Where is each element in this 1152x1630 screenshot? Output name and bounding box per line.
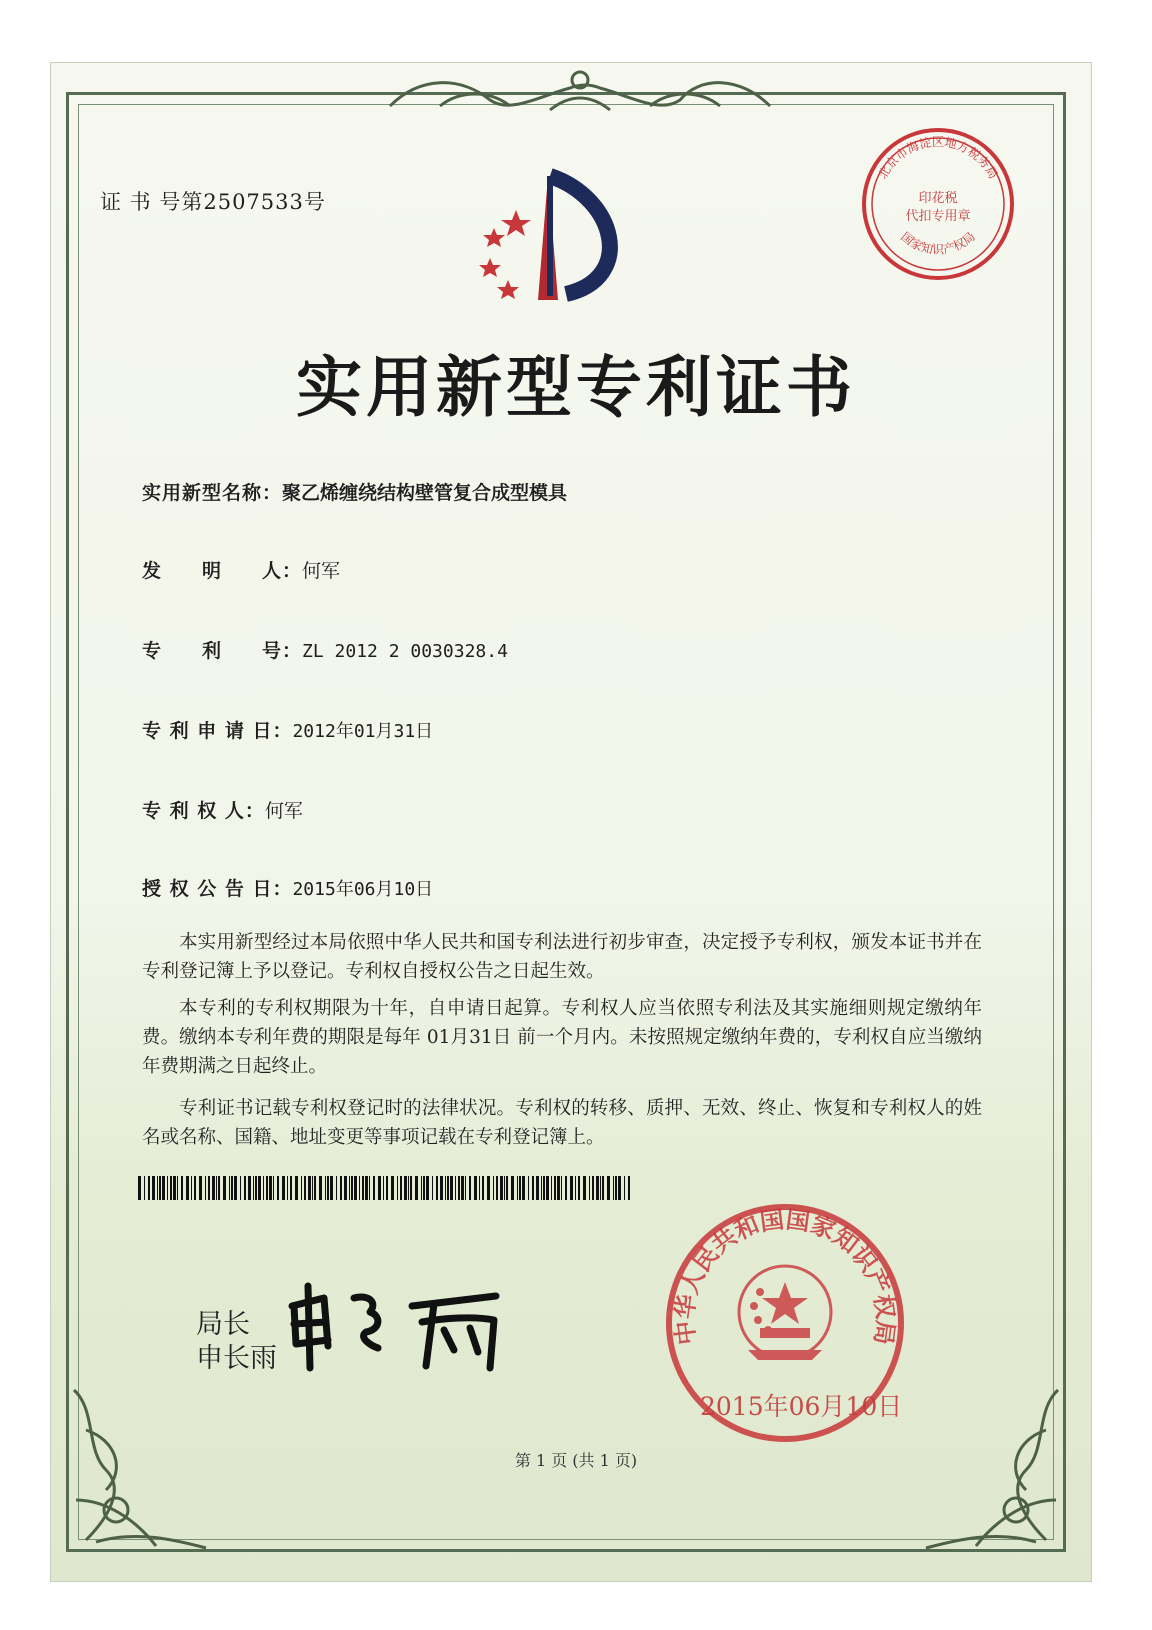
seal-big-text: 中华人民共和国国家知识产权局	[670, 1205, 900, 1347]
field-patentee	[142, 796, 303, 823]
field-application-date	[142, 716, 433, 743]
svg-text:北京市海淀区地方税务局	[876, 134, 1001, 181]
top-ornament	[380, 66, 780, 122]
paragraph-term: 本专利的专利权期限为十年，自申请日起算。专利权人应当依照专利法及其实施细则规定缴纳年费。缴纳本专利年费的期限是每年 01月31日 前一个月内。未按照规定缴纳年费的，专利权自应当缴纳年费期满之日起终止。	[142, 998, 982, 1077]
director-name: 申长雨	[196, 1343, 277, 1374]
field-inventor	[142, 556, 340, 583]
director-title: 局长	[196, 1309, 250, 1340]
seal-small-line2: 代扣专用章	[905, 209, 971, 224]
national-emblem-icon	[739, 1266, 831, 1360]
field-value: ZL 2012 2 0030328.4	[302, 641, 508, 662]
page-footer: 第 1 页 (共 1 页)	[514, 1451, 638, 1470]
field-utility-model-name	[142, 478, 567, 505]
field-value: 2015年06月10日	[292, 879, 434, 900]
field-label: 授 权 公 告 日：	[142, 878, 293, 900]
field-value: 2012年01月31日	[292, 721, 434, 742]
patent-office-emblem	[466, 168, 646, 304]
barcode	[138, 1176, 632, 1200]
paragraph-legal-status: 专利证书记载专利权登记时的法律状况。专利权的转移、质押、无效、终止、恢复和专利权人的姓名或名称、国籍、地址变更等事项记载在专利登记簿上。	[142, 1098, 982, 1148]
field-label: 实用新型名称：	[142, 482, 283, 504]
seal-small-bottom-text: 国家知识产权局	[898, 229, 978, 257]
field-patent-number	[142, 636, 508, 663]
certificate-title: 实用新型专利证书	[296, 349, 856, 426]
field-grant-date	[142, 874, 433, 901]
field-label: 专 利 号：	[142, 640, 303, 662]
seal-date: 2015年06月10日	[700, 1392, 903, 1421]
field-label: 专 利 权 人：	[142, 800, 265, 822]
field-value: 聚乙烯缠绕结构壁管复合成型模具	[282, 482, 568, 504]
paragraph-grant: 本实用新型经过本局依照中华人民共和国专利法进行初步审查，决定授予专利权，颁发本证书并在专利登记簿上予以登记。专利权自授权公告之日起生效。	[142, 932, 982, 982]
star-icon	[479, 210, 531, 299]
svg-text:国家知识产权局	[898, 229, 978, 256]
certificate-number: 证 书 号第2507533号	[100, 190, 326, 214]
seal-small-line1: 印花税	[918, 191, 958, 206]
field-label: 发 明 人：	[142, 560, 303, 582]
field-value: 何军	[302, 560, 341, 582]
director-signature	[284, 1276, 524, 1376]
field-value: 何军	[264, 800, 303, 822]
tax-stamp-seal	[858, 124, 1018, 284]
svg-text:中华人民共和国国家知识产权局	[670, 1205, 899, 1346]
seal-small-outer-text: 北京市海淀区地方税务局	[875, 135, 1001, 182]
field-label: 专 利 申 请 日：	[142, 720, 293, 742]
